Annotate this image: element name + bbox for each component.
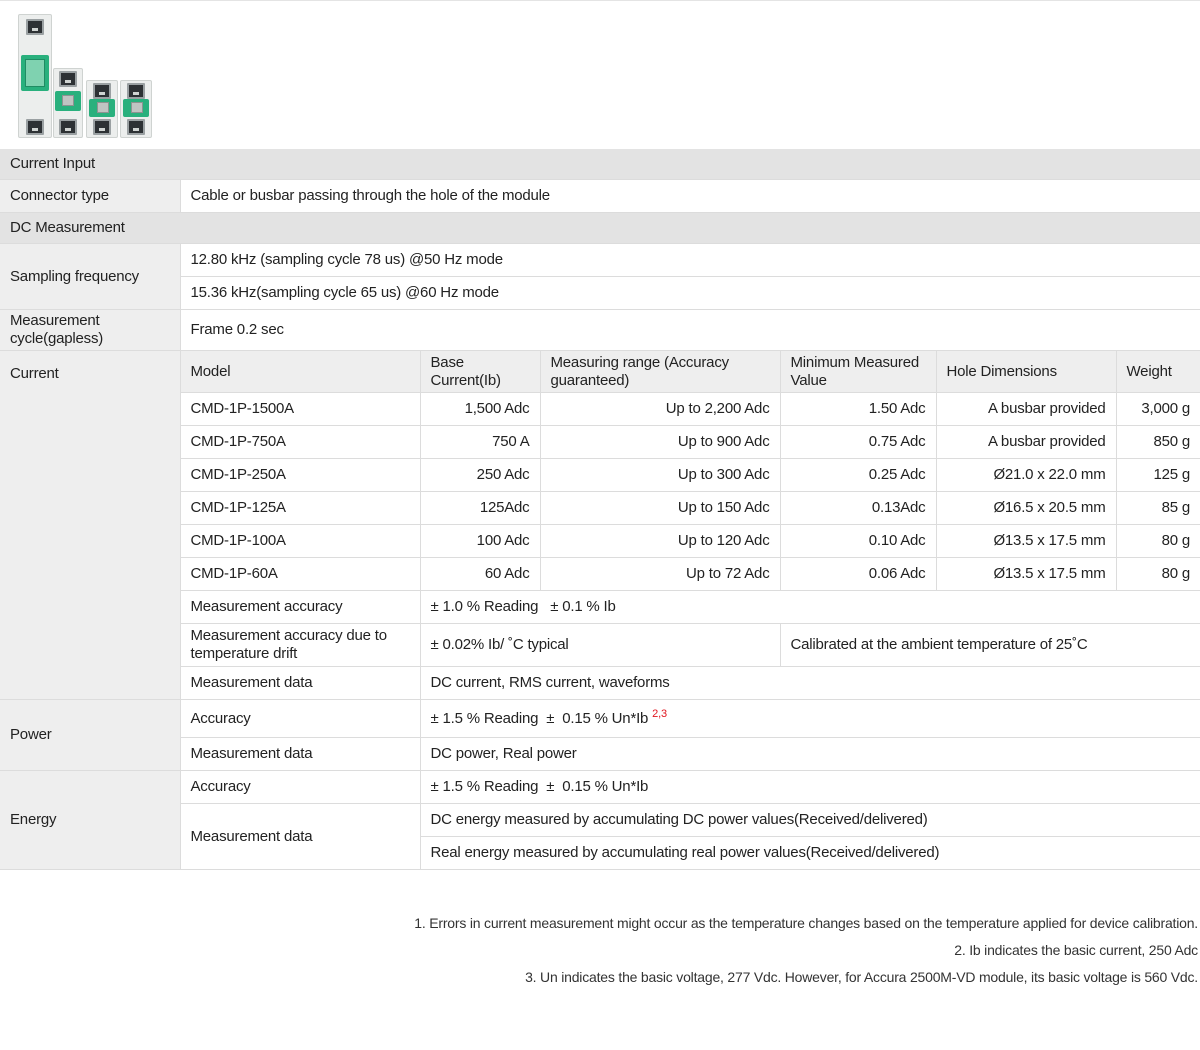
energy-accuracy-label: Accuracy <box>180 771 420 804</box>
minimum-value-cell: 0.75 Adc <box>780 426 936 459</box>
hole-dimensions-cell: Ø16.5 x 20.5 mm <box>936 492 1116 525</box>
product-image <box>14 14 154 140</box>
weight-cell: 125 g <box>1116 459 1200 492</box>
base-current-cell: 100 Adc <box>420 525 540 558</box>
col-header-hole-dimensions: Hole Dimensions <box>936 351 1116 393</box>
col-header-model: Model <box>180 351 420 393</box>
minimum-value-cell: 1.50 Adc <box>780 393 936 426</box>
hole-dimensions-cell: A busbar provided <box>936 393 1116 426</box>
rj45-port-icon <box>59 71 77 87</box>
table-row <box>0 492 1200 525</box>
base-current-cell: 60 Adc <box>420 558 540 591</box>
measuring-range-cell: Up to 72 Adc <box>540 558 780 591</box>
current-measurement-data-value: DC current, RMS current, waveforms <box>420 667 1200 700</box>
weight-cell: 3,000 g <box>1116 393 1200 426</box>
current-measurement-data-label: Measurement data <box>180 667 420 700</box>
rj45-port-icon <box>59 119 77 135</box>
model-cell: CMD-1P-125A <box>180 492 420 525</box>
rj45-port-icon <box>93 83 111 99</box>
energy-accuracy-value: ± 1.5 % Reading ± 0.15 % Un*Ib <box>420 771 1200 804</box>
hole-dimensions-cell: Ø13.5 x 17.5 mm <box>936 558 1116 591</box>
sampling-frequency-label: Sampling frequency <box>0 244 180 310</box>
minimum-value-cell: 0.06 Adc <box>780 558 936 591</box>
energy-measurement-data-value: DC energy measured by accumulating DC power values(Received/delivered) <box>420 804 1200 837</box>
col-header-base-current: Base Current(Ib) <box>420 351 540 393</box>
base-current-cell: 750 A <box>420 426 540 459</box>
table-row <box>0 525 1200 558</box>
footnote-reference: 2,3 <box>652 707 667 720</box>
measurement-cycle-value: Frame 0.2 sec <box>180 310 1200 351</box>
footnote: 3. Un indicates the basic voltage, 277 Vdc. However, for Accura 2500M-VD module, its basic voltage is 560 Vdc. <box>525 969 1198 985</box>
power-label: Power <box>0 700 180 771</box>
rj45-port-icon <box>26 119 44 135</box>
table-row <box>0 393 1200 426</box>
table-row <box>0 558 1200 591</box>
rj45-port-icon <box>26 19 44 35</box>
section-current-input: Current Input <box>0 149 1200 180</box>
display-screen <box>55 91 81 111</box>
section-dc-measurement: DC Measurement <box>0 213 1200 244</box>
measurement-cycle-label: Measurement cycle(gapless) <box>0 310 180 351</box>
spec-table <box>0 149 1200 870</box>
power-accuracy-label: Accuracy <box>180 700 420 738</box>
sensor-module-2 <box>86 80 118 138</box>
model-cell: CMD-1P-100A <box>180 525 420 558</box>
power-measurement-data-value: DC power, Real power <box>420 738 1200 771</box>
hole-dimensions-cell: A busbar provided <box>936 426 1116 459</box>
sensor-module-1 <box>53 68 83 138</box>
energy-measurement-data-label: Measurement data <box>180 804 420 870</box>
sensor-module-3 <box>120 80 152 138</box>
model-cell: CMD-1P-1500A <box>180 393 420 426</box>
table-row <box>0 459 1200 492</box>
measuring-range-cell: Up to 120 Adc <box>540 525 780 558</box>
minimum-value-cell: 0.13Adc <box>780 492 936 525</box>
sampling-frequency-value: 15.36 kHz(sampling cycle 65 us) @60 Hz mode <box>180 277 1200 310</box>
footnote: 2. Ib indicates the basic current, 250 Adc <box>954 942 1198 958</box>
measurement-accuracy-label: Measurement accuracy <box>180 591 420 624</box>
power-measurement-data-label: Measurement data <box>180 738 420 771</box>
rj45-port-icon <box>93 119 111 135</box>
weight-cell: 80 g <box>1116 525 1200 558</box>
measurement-accuracy-value: ± 1.0 % Reading ± 0.1 % Ib <box>420 591 1200 624</box>
col-header-measuring-range: Measuring range (Accuracy guaranteed) <box>540 351 780 393</box>
weight-cell: 80 g <box>1116 558 1200 591</box>
minimum-value-cell: 0.25 Adc <box>780 459 936 492</box>
base-current-cell: 125Adc <box>420 492 540 525</box>
hole-dimensions-cell: Ø13.5 x 17.5 mm <box>936 525 1116 558</box>
col-header-weight: Weight <box>1116 351 1200 393</box>
base-current-cell: 250 Adc <box>420 459 540 492</box>
connector-type-label: Connector type <box>0 180 180 213</box>
top-divider <box>0 0 1200 1</box>
measuring-range-cell: Up to 2,200 Adc <box>540 393 780 426</box>
temperature-drift-label: Measurement accuracy due to temperature drift <box>180 624 420 667</box>
temperature-drift-note: Calibrated at the ambient temperature of 25˚C <box>780 624 1200 667</box>
weight-cell: 85 g <box>1116 492 1200 525</box>
measuring-range-cell: Up to 900 Adc <box>540 426 780 459</box>
connector-type-value: Cable or busbar passing through the hole of the module <box>180 180 1200 213</box>
temperature-drift-value: ± 0.02% Ib/ ˚C typical <box>420 624 780 667</box>
display-screen <box>21 55 49 91</box>
minimum-value-cell: 0.10 Adc <box>780 525 936 558</box>
footnote: 1. Errors in current measurement might occur as the temperature changes based on the temperature applied for device calibration. <box>414 915 1198 931</box>
col-header-minimum-value: Minimum Measured Value <box>780 351 936 393</box>
display-screen <box>123 99 149 117</box>
main-module <box>18 14 52 138</box>
display-screen <box>89 99 115 117</box>
sampling-frequency-value: 12.80 kHz (sampling cycle 78 us) @50 Hz mode <box>180 244 1200 277</box>
rj45-port-icon <box>127 83 145 99</box>
base-current-cell: 1,500 Adc <box>420 393 540 426</box>
energy-measurement-data-value: Real energy measured by accumulating real power values(Received/delivered) <box>420 837 1200 870</box>
measuring-range-cell: Up to 150 Adc <box>540 492 780 525</box>
current-label: Current <box>0 351 180 700</box>
weight-cell: 850 g <box>1116 426 1200 459</box>
energy-label: Energy <box>0 771 180 870</box>
hole-dimensions-cell: Ø21.0 x 22.0 mm <box>936 459 1116 492</box>
rj45-port-icon <box>127 119 145 135</box>
model-cell: CMD-1P-60A <box>180 558 420 591</box>
model-cell: CMD-1P-750A <box>180 426 420 459</box>
table-row <box>0 426 1200 459</box>
footnotes <box>414 910 1198 991</box>
measuring-range-cell: Up to 300 Adc <box>540 459 780 492</box>
power-accuracy-value <box>420 700 1200 738</box>
model-cell: CMD-1P-250A <box>180 459 420 492</box>
power-accuracy-text: ± 1.5 % Reading ± 0.15 % Un*Ib <box>430 709 653 727</box>
